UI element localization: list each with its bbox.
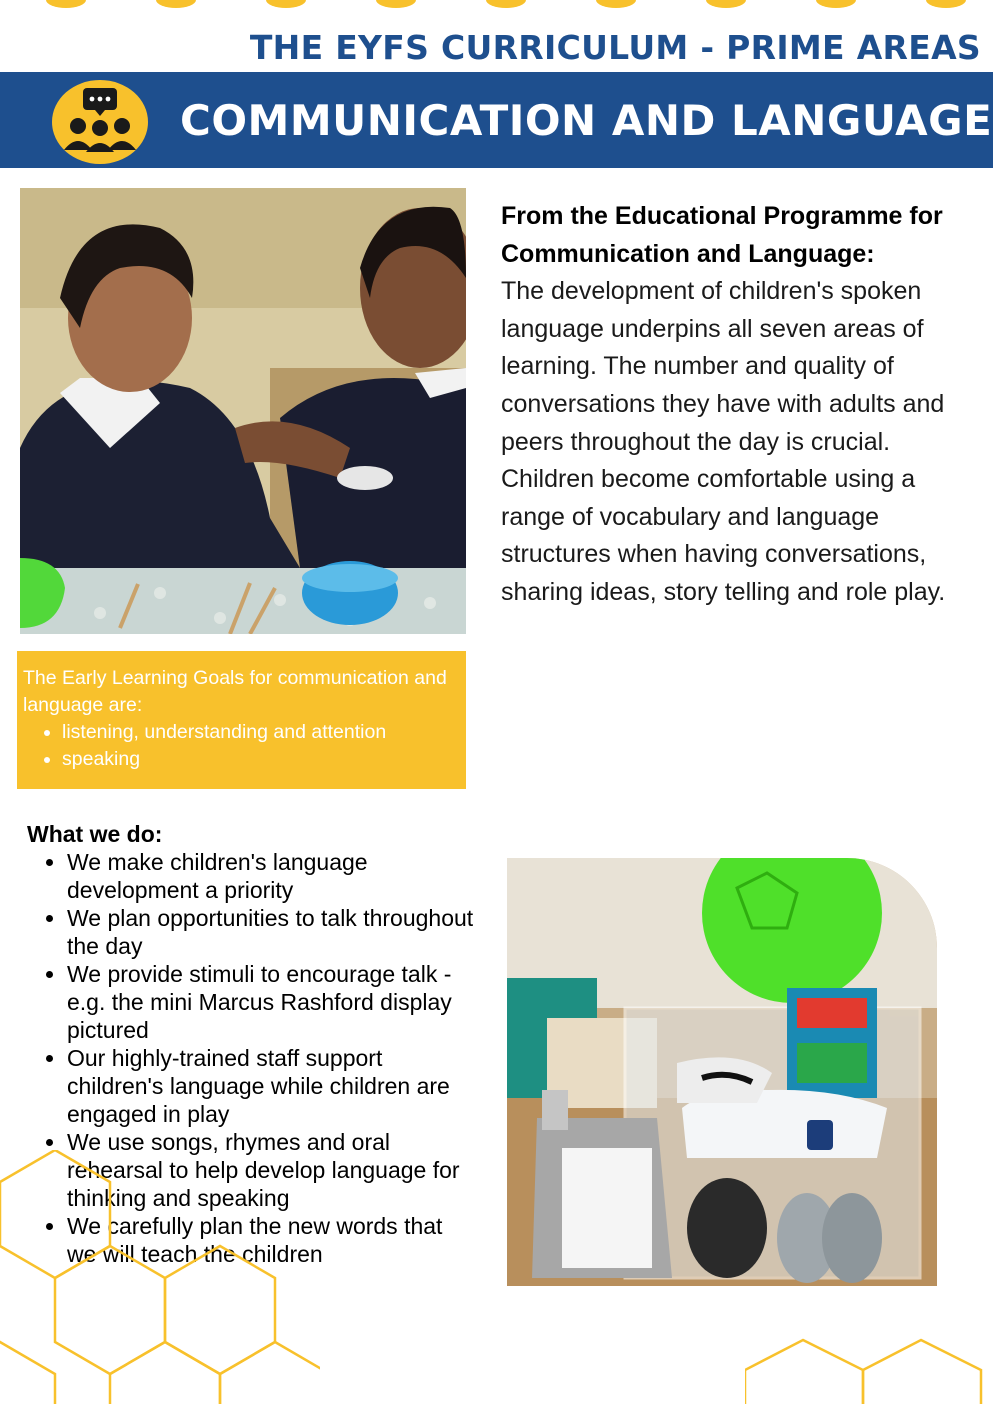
list-item: • We provide stimuli to encourage talk - e.g. the mini Marcus Rashford display pictured	[67, 960, 477, 1044]
list-item: • Our highly-trained staff support children's language while children are engaged in play	[67, 1044, 477, 1128]
section-title: THE EYFS CURRICULUM - PRIME AREAS	[249, 28, 981, 67]
educational-programme-text	[501, 198, 961, 612]
goals-intro: The Early Learning Goals for communication and language are:	[23, 667, 447, 716]
list-item: • We use songs, rhymes and oral rehearsal to help develop language for thinking and speaking	[67, 1128, 477, 1212]
what-we-do-heading: What we do:	[27, 821, 163, 847]
people-chat-icon	[50, 80, 150, 164]
marcus-rashford-display-photo	[507, 858, 937, 1286]
children-talking-photo	[20, 188, 466, 634]
programme-body: The development of children's spoken language underpins all seven areas of learning. The number and quality of conversations they have with adults and peers throughout the day is crucial. Children become comfortable using a range of vocabulary and language structures when having conversations, sharing ideas, story telling and role play.	[501, 277, 946, 606]
what-we-do-section	[27, 820, 477, 1268]
early-learning-goals-box	[17, 651, 466, 789]
list-item: • We carefully plan the new words that we will teach the children	[67, 1212, 477, 1268]
goal-item: • listening, understanding and attention	[62, 719, 460, 746]
what-we-do-list	[27, 848, 477, 1268]
top-decoration	[0, 0, 993, 14]
list-item: • We plan opportunities to talk throughout the day	[67, 904, 477, 960]
programme-heading: From the Educational Programme for Communication and Language:	[501, 202, 943, 268]
goals-list	[23, 719, 460, 773]
goal-item: • speaking	[62, 746, 460, 773]
page-title: COMMUNICATION AND LANGUAGE	[180, 96, 993, 145]
hexagon-decoration	[745, 1330, 993, 1404]
list-item: • We make children's language development a priority	[67, 848, 477, 904]
title-banner	[0, 72, 993, 168]
